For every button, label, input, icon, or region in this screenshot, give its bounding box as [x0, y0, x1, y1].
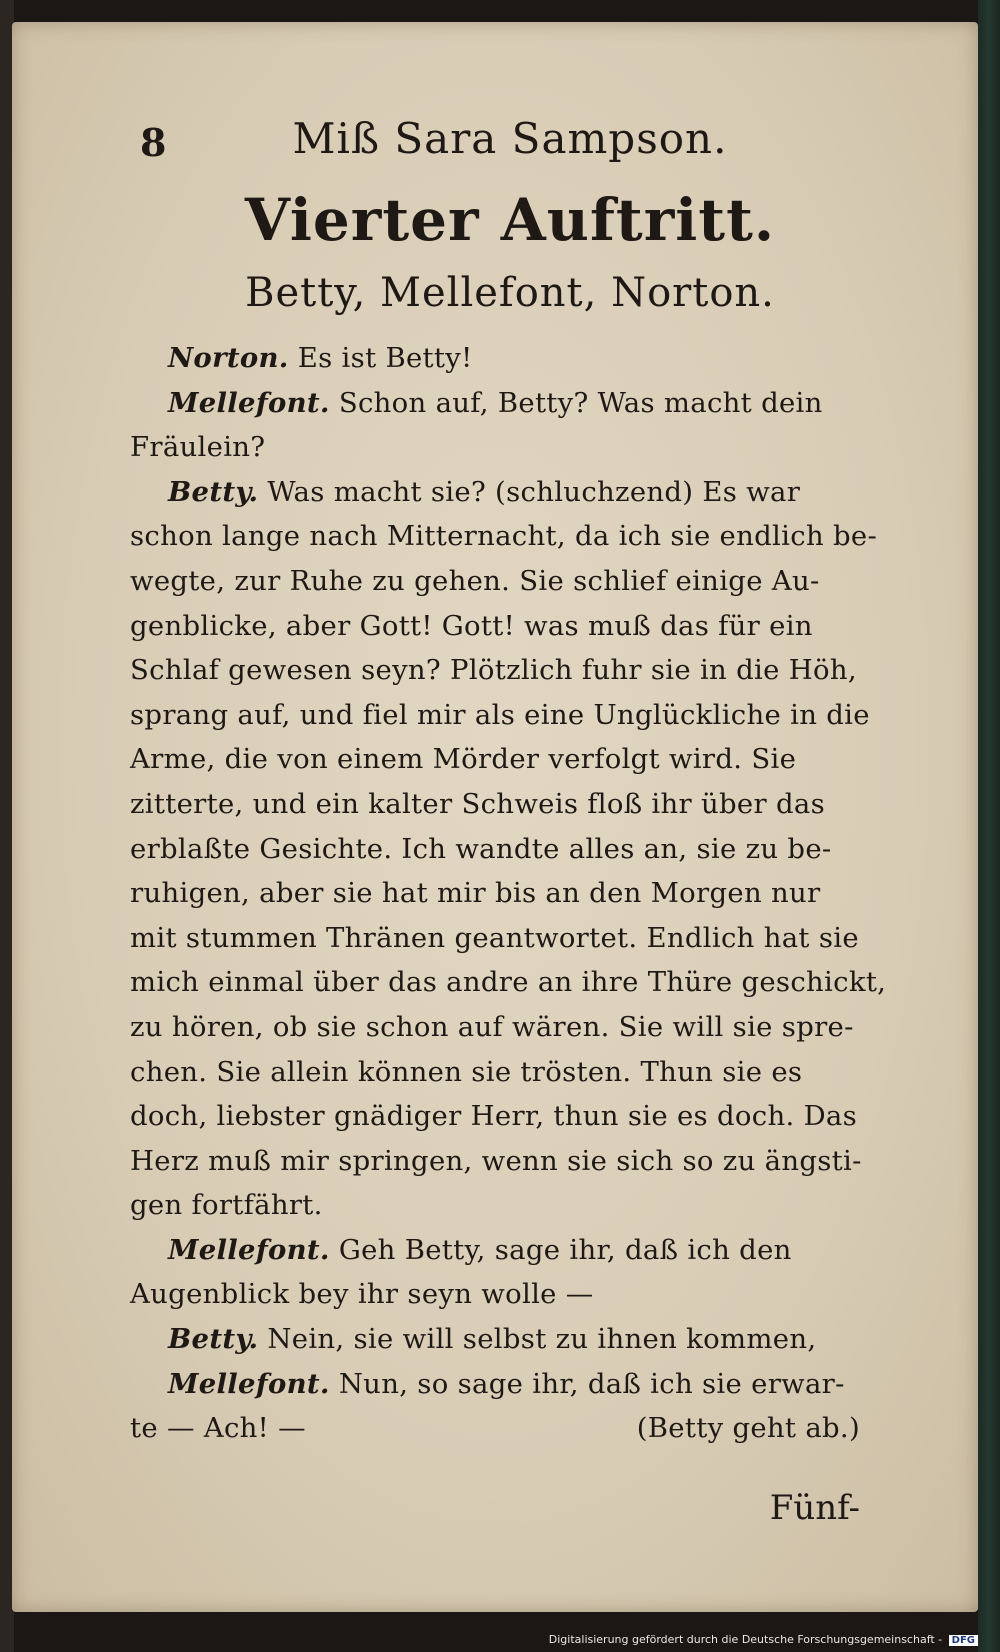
- speaker-name: Norton.: [168, 342, 289, 374]
- text-line: [130, 960, 890, 1005]
- text-line: [130, 1139, 890, 1184]
- text-line: [130, 871, 890, 916]
- text-line: [130, 1183, 890, 1228]
- running-head: [130, 100, 890, 164]
- line-text: Schlaf gewesen seyn? Plötzlich fuhr sie in die Höh,: [130, 654, 857, 687]
- speaker-name: Betty.: [168, 475, 259, 508]
- text-line: [130, 916, 890, 961]
- catchword: Fünf-: [769, 1488, 860, 1528]
- text-line: [130, 1005, 890, 1050]
- cast-list: Betty, Mellefont, Norton.: [245, 270, 775, 316]
- line-text: doch, liebster gnädiger Herr, thun sie es doch. Das: [130, 1100, 858, 1133]
- text-line: [130, 1406, 890, 1451]
- line-text: Fräulein?: [130, 431, 266, 464]
- text-line: [130, 425, 890, 470]
- line-text: gen fortfährt.: [130, 1189, 323, 1222]
- text-line: [130, 1050, 890, 1095]
- line-text: Was macht sie? (schluchzend) Es war: [258, 475, 801, 508]
- line-text: chen. Sie allein können sie trösten. Thun sie es: [130, 1055, 803, 1088]
- text-line: [130, 737, 890, 782]
- line-text: zitterte, und ein kalter Schweis floß ihr über das: [130, 787, 826, 820]
- text-line: [130, 604, 890, 649]
- line-text: schon lange nach Mitternacht, da ich sie endlich be-: [130, 520, 878, 553]
- line-text: sprang auf, und fiel mir als eine Unglückliche in die: [130, 698, 870, 731]
- line-text: mit stummen Thränen geantwortet. Endlich hat sie: [130, 921, 859, 954]
- text-line: [130, 1272, 890, 1317]
- text-line: [130, 827, 890, 872]
- line-text: genblicke, aber Gott! Gott! was muß das für ein: [130, 609, 813, 642]
- text-line: [130, 514, 890, 559]
- running-title: Miß Sara Sampson.: [292, 114, 728, 163]
- text-line: [130, 1094, 890, 1139]
- speaker-name: Mellefont.: [168, 1233, 330, 1266]
- line-text: te — Ach! —: [130, 1412, 306, 1445]
- text-line: [130, 1317, 890, 1362]
- page-number: 8: [140, 120, 167, 165]
- text-line: [130, 1228, 890, 1273]
- text-line: [130, 693, 890, 738]
- text-line: [130, 648, 890, 693]
- credit-text: Digitalisierung gefördert durch die Deutsche Forschungsgemeinschaft -: [548, 1633, 943, 1646]
- text-line: [130, 782, 890, 827]
- line-text: zu hören, ob sie schon auf wären. Sie will sie spre-: [130, 1010, 854, 1043]
- line-text: ruhigen, aber sie hat mir bis an den Morgen nur: [130, 877, 821, 910]
- line-text: wegte, zur Ruhe zu gehen. Sie schlief einige Au-: [130, 564, 820, 597]
- speaker-name: Mellefont.: [168, 1367, 330, 1400]
- line-text: Schon auf, Betty? Was macht dein: [329, 386, 823, 419]
- dialogue-text: [130, 336, 890, 1451]
- speaker-name: Mellefont.: [168, 386, 330, 419]
- scene-heading: Vierter Auftritt.: [244, 186, 776, 254]
- page-content: [130, 100, 890, 1451]
- line-text: Augenblick bey ihr seyn wolle —: [130, 1278, 594, 1311]
- text-line: [130, 559, 890, 604]
- speaker-name: Betty.: [168, 1323, 259, 1356]
- text-line: [130, 1362, 890, 1407]
- line-text: mich einmal über das andre an ihre Thüre geschickt,: [130, 966, 887, 999]
- cover-edge: [978, 0, 1000, 1652]
- line-text: Nein, sie will selbst zu ihnen kommen,: [258, 1323, 817, 1356]
- dfg-logo: DFG: [949, 1635, 978, 1646]
- line-text: Es ist Betty!: [288, 342, 473, 374]
- line-text: Geh Betty, sage ihr, daß ich den: [329, 1233, 792, 1266]
- line-text: Herz muß mir springen, wenn sie sich so zu ängsti-: [130, 1144, 862, 1177]
- line-text: Arme, die von einem Mörder verfolgt wird. Sie: [130, 743, 797, 776]
- stage-direction: (Betty geht ab.): [636, 1412, 860, 1445]
- digitization-credit: [549, 1633, 978, 1646]
- line-text: erblaßte Gesichte. Ich wandte alles an, sie zu be-: [130, 832, 832, 865]
- text-line: [130, 381, 890, 426]
- line-text: Nun, so sage ihr, daß ich sie erwar-: [329, 1367, 845, 1400]
- text-line: [130, 336, 890, 381]
- text-line: [130, 470, 890, 515]
